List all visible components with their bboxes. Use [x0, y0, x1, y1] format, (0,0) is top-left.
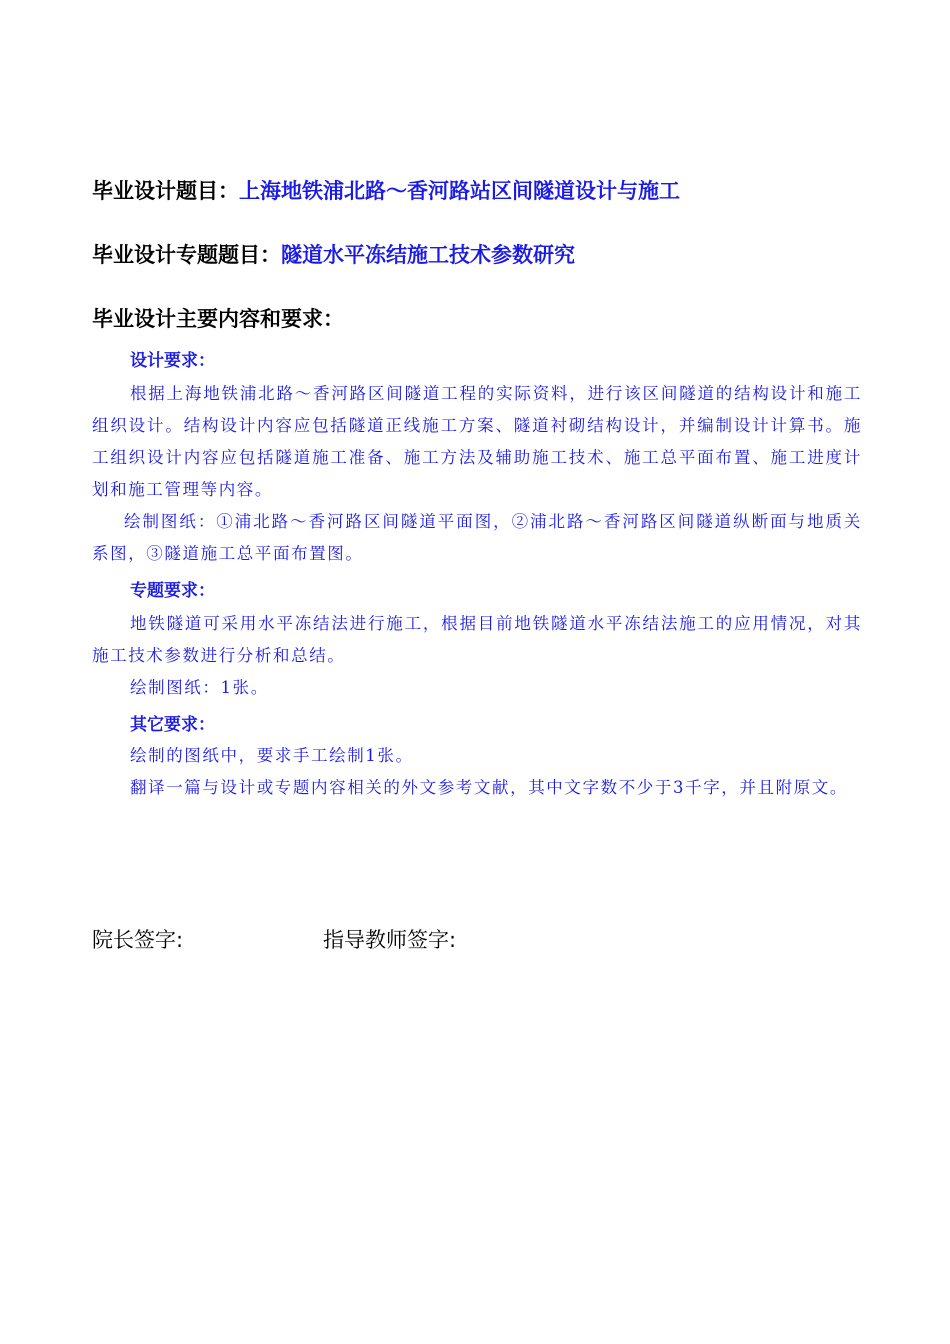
special-requirements-text: 地铁隧道可采用水平冻结法进行施工，根据目前地铁隧道水平冻结法施工的应用情况，对其施工技术参数进行分析和总结。 — [92, 614, 862, 665]
special-topic-label: 毕业设计专题题目： — [92, 243, 281, 267]
special-topic-value: 隧道水平冻结施工技术参数研究 — [281, 243, 575, 267]
special-drawings-text: 绘制图纸：1张。 — [130, 678, 269, 697]
special-topic-row — [92, 245, 575, 266]
design-requirements-heading: 设计要求： — [130, 351, 215, 371]
design-requirements-text: 根据上海地铁浦北路～香河路区间隧道工程的实际资料，进行该区间隧道的结构设计和施工组织设计。结构设计内容应包括隧道正线施工方案、隧道衬砌结构设计，并编制设计计算书。施工组织设计内容应包括隧道施工准备、施工方法及辅助施工技术、施工总平面布置、施工进度计划和施工管理等内容。 — [92, 384, 862, 499]
content-heading: 毕业设计主要内容和要求： — [92, 307, 344, 331]
advisor-signature-label: 指导教师签字: — [323, 928, 457, 952]
other-requirements-heading: 其它要求： — [130, 715, 215, 735]
other-requirements-translation-text: 翻译一篇与设计或专题内容相关的外文参考文献，其中文字数不少于3千字，并且附原文。 — [130, 778, 848, 797]
dean-signature-label: 院长签字: — [92, 928, 184, 952]
design-drawings-text: 绘制图纸：①浦北路～香河路区间隧道平面图，②浦北路～香河路区间隧道纵断面与地质关系图，③隧道施工总平面布置图。 — [92, 512, 862, 563]
thesis-title-row — [92, 181, 680, 202]
special-requirements-heading: 专题要求： — [130, 581, 215, 601]
other-requirements-drawing-text: 绘制的图纸中，要求手工绘制1张。 — [130, 746, 414, 765]
thesis-title-label: 毕业设计题目： — [92, 179, 239, 203]
thesis-title-value: 上海地铁浦北路～香河路站区间隧道设计与施工 — [239, 179, 680, 203]
